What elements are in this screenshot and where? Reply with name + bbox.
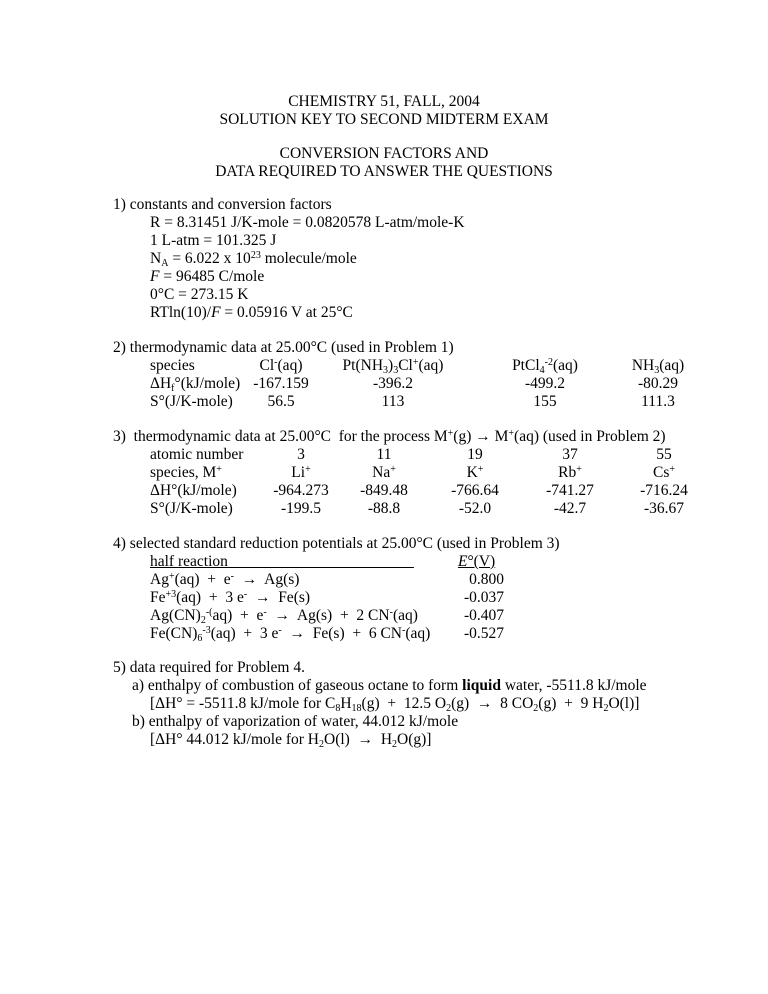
zero-celsius: 0°C = 273.15 K (150, 286, 249, 303)
table3-cell: -716.24 (640, 482, 688, 499)
rtln-factor: RTln(10)/F = 0.05916 V at 25°C (150, 304, 353, 321)
table3-cell: -42.7 (553, 500, 587, 517)
section1-heading: 1) constants and conversion factors (113, 196, 332, 213)
avogadro-number: $N_A = 6.022$ x $10^{23}$ molecule/mole (150, 250, 357, 269)
table3-cell: 19 (467, 446, 483, 463)
table3-species-li: Li+ (291, 464, 311, 481)
section5-heading: 5) data required for Problem 4. (113, 659, 305, 676)
section4-heading: 4) selected standard reduction potentials at 25.00°C (used in Problem 3) (113, 535, 560, 552)
potential-value: 0.800 (469, 571, 504, 588)
table3-label-s: S°(J/K-mole) (150, 500, 233, 517)
title-exam: SOLUTION KEY TO SECOND MIDTERM EXAM (219, 111, 549, 128)
table3-species-cs: Cs+ (652, 464, 676, 481)
table3-cell: -964.273 (273, 482, 329, 499)
table3-cell: -36.67 (643, 500, 685, 517)
table3-cell: -88.8 (367, 500, 401, 517)
potential-value: -0.527 (463, 625, 504, 642)
half-reaction-fe: $Fe^{+3}(aq) + 3$ e- → Fe(s) (150, 589, 311, 606)
gas-constant: R = 8.31451 J/K-mole = 0.0820578 L-atm/mole-K (150, 214, 465, 231)
item-a-combustion: a) enthalpy of combustion of gaseous octane to form liquid water, -5511.8 kJ/mole (132, 677, 647, 694)
item-a-equation: [ΔH° = -5511.8 kJ/mole for $C_8H_{18}(g) + 12.5$ $O_2(g) \to 8$ $CO_2(g) + 9$ $H_2O(l)$] (150, 695, 640, 714)
table3-cell: 11 (376, 446, 392, 463)
table2-cell: -80.29 (637, 375, 679, 392)
table3-cell: 55 (656, 446, 672, 463)
table2-species-ptcl4: PtCl$_4^{-2}$(aq) (512, 357, 578, 376)
faraday-constant: F = 96485 C/mole (150, 268, 265, 285)
latm-conversion: 1 L-atm = 101.325 J (150, 232, 277, 249)
potential-value: -0.037 (463, 589, 504, 606)
table2-cell: 56.5 (267, 393, 295, 410)
table3-label-species: species, M+ (150, 464, 222, 481)
half-reaction-ag-cn: $Ag(CN)_2^{-(}aq) + e^- \to Ag(s) + 2$ CN-(aq) (150, 607, 418, 626)
table3-species-rb: Rb+ (558, 464, 582, 481)
table4-header-potential: E°(V) (458, 553, 496, 570)
subtitle-data: DATA REQUIRED TO ANSWER THE QUESTIONS (215, 163, 553, 180)
subtitle-conversion: CONVERSION FACTORS AND (279, 145, 489, 162)
section3-heading: 3) thermodynamic data at 25.00°C for the process M+(g) → M+(aq) (used in Problem 2) (113, 428, 666, 445)
table2-cell: -499.2 (524, 375, 566, 392)
table2-cell: -167.159 (253, 375, 309, 392)
table3-species-k: K+ (466, 464, 484, 481)
table2-cell: -396.2 (372, 375, 414, 392)
table3-cell: -52.0 (458, 500, 492, 517)
table2-cell: 155 (533, 393, 557, 410)
table2-label-species: species (150, 357, 195, 374)
table3-label-atomic: atomic number (150, 446, 244, 463)
table2-species-cl: Cl-(aq) (259, 357, 303, 374)
item-b-equation: [ΔH° 44.012 kJ/mole for $H_2O(l) \to H_2O(g)$] (150, 731, 432, 750)
table3-cell: -199.5 (280, 500, 322, 517)
title-course: CHEMISTRY 51, FALL, 2004 (288, 93, 480, 110)
table2-label-dhf: $\Delta H_f^\circ(kJ/mole)$ (150, 375, 241, 394)
table4-header-half-reaction: half reaction (150, 553, 414, 570)
half-reaction-ag: Ag+(aq) + e- → Ag(s) (150, 571, 300, 588)
table3-cell: -849.48 (360, 482, 408, 499)
table2-cell: 111.3 (641, 393, 675, 410)
table3-cell: -741.27 (546, 482, 594, 499)
table2-species-nh3: $NH_3(aq)$ (631, 357, 685, 376)
table2-cell: 113 (381, 393, 405, 410)
section2-heading: 2) thermodynamic data at 25.00°C (used in Problem 1) (113, 339, 454, 356)
potential-value: -0.407 (463, 607, 504, 624)
table2-label-s: S°(J/K-mole) (150, 393, 233, 410)
table2-species-pt-complex: $Pt(NH_3)_3Cl^+(aq)$ (342, 357, 444, 376)
table3-cell: 37 (562, 446, 578, 463)
half-reaction-fe-cn: $Fe(CN)_6^{-3}(aq) + 3$ e- → Fe(s) + 6 CN-(aq) (150, 625, 431, 644)
table3-cell: -766.64 (451, 482, 499, 499)
item-b-vaporization: b) enthalpy of vaporization of water, 44.012 kJ/mole (132, 713, 459, 730)
table3-species-na: Na+ (372, 464, 396, 481)
table3-cell: 3 (297, 446, 305, 463)
table3-label-dh: ΔH°(kJ/mole) (150, 482, 237, 499)
